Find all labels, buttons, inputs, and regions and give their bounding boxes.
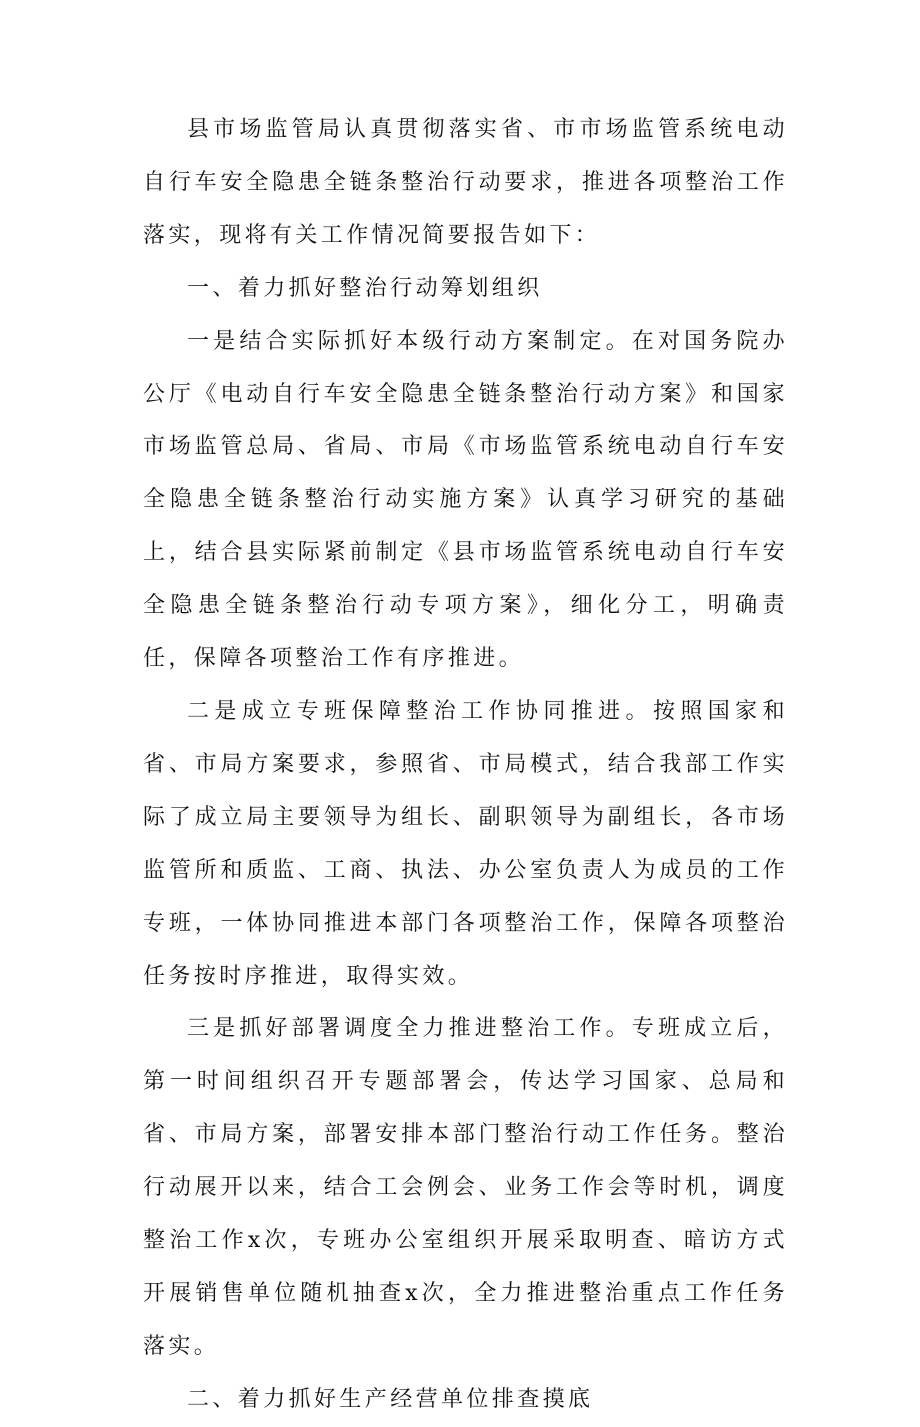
intro-paragraph: 县市场监管局认真贯彻落实省、市市场监管系统电动自行车安全隐患全链条整治行动要求，推进各项整治工作落实，现将有关工作情况简要报告如下：: [143, 117, 788, 248]
paragraph-deployment: 三是抓好部署调度全力推进整治工作。专班成立后，第一时间组织召开专题部署会，传达学习国家、总局和省、市局方案，部署安排本部门整治行动工作任务。整治行动展开以来，结合工会例会、业务工作会等时机，调度整治工作x次，专班办公室组织开展采取明查、暗访方式开展销售单位随机抽查x次，全力推进整治重点工作任务落实。: [143, 1016, 788, 1359]
section-heading-1: 一、着力抓好整治行动筹划组织: [187, 275, 543, 301]
section-heading-2: 二、着力抓好生产经营单位排查摸底: [187, 1386, 594, 1412]
document-body: [143, 104, 788, 1427]
paragraph-plan: 一是结合实际抓好本级行动方案制定。在对国务院办公厅《电动自行车安全隐患全链条整治行动方案》和国家市场监管总局、省局、市局《市场监管系统电动自行车安全隐患全链条整治行动实施方案》认真学习研究的基础上，结合县实际紧前制定《县市场监管系统电动自行车安全隐患全链条整治行动专项方案》，细化分工，明确责任，保障各项整治工作有序推进。: [143, 328, 788, 672]
paragraph-task-force: 二是成立专班保障整治工作协同推进。按照国家和省、市局方案要求，参照省、市局模式，结合我部工作实际了成立局主要领导为组长、副职领导为副组长，各市场监管所和质监、工商、执法、办公室负责人为成员的工作专班，一体协同推进本部门各项整治工作，保障各项整治任务按时序推进，取得实效。: [143, 698, 788, 989]
